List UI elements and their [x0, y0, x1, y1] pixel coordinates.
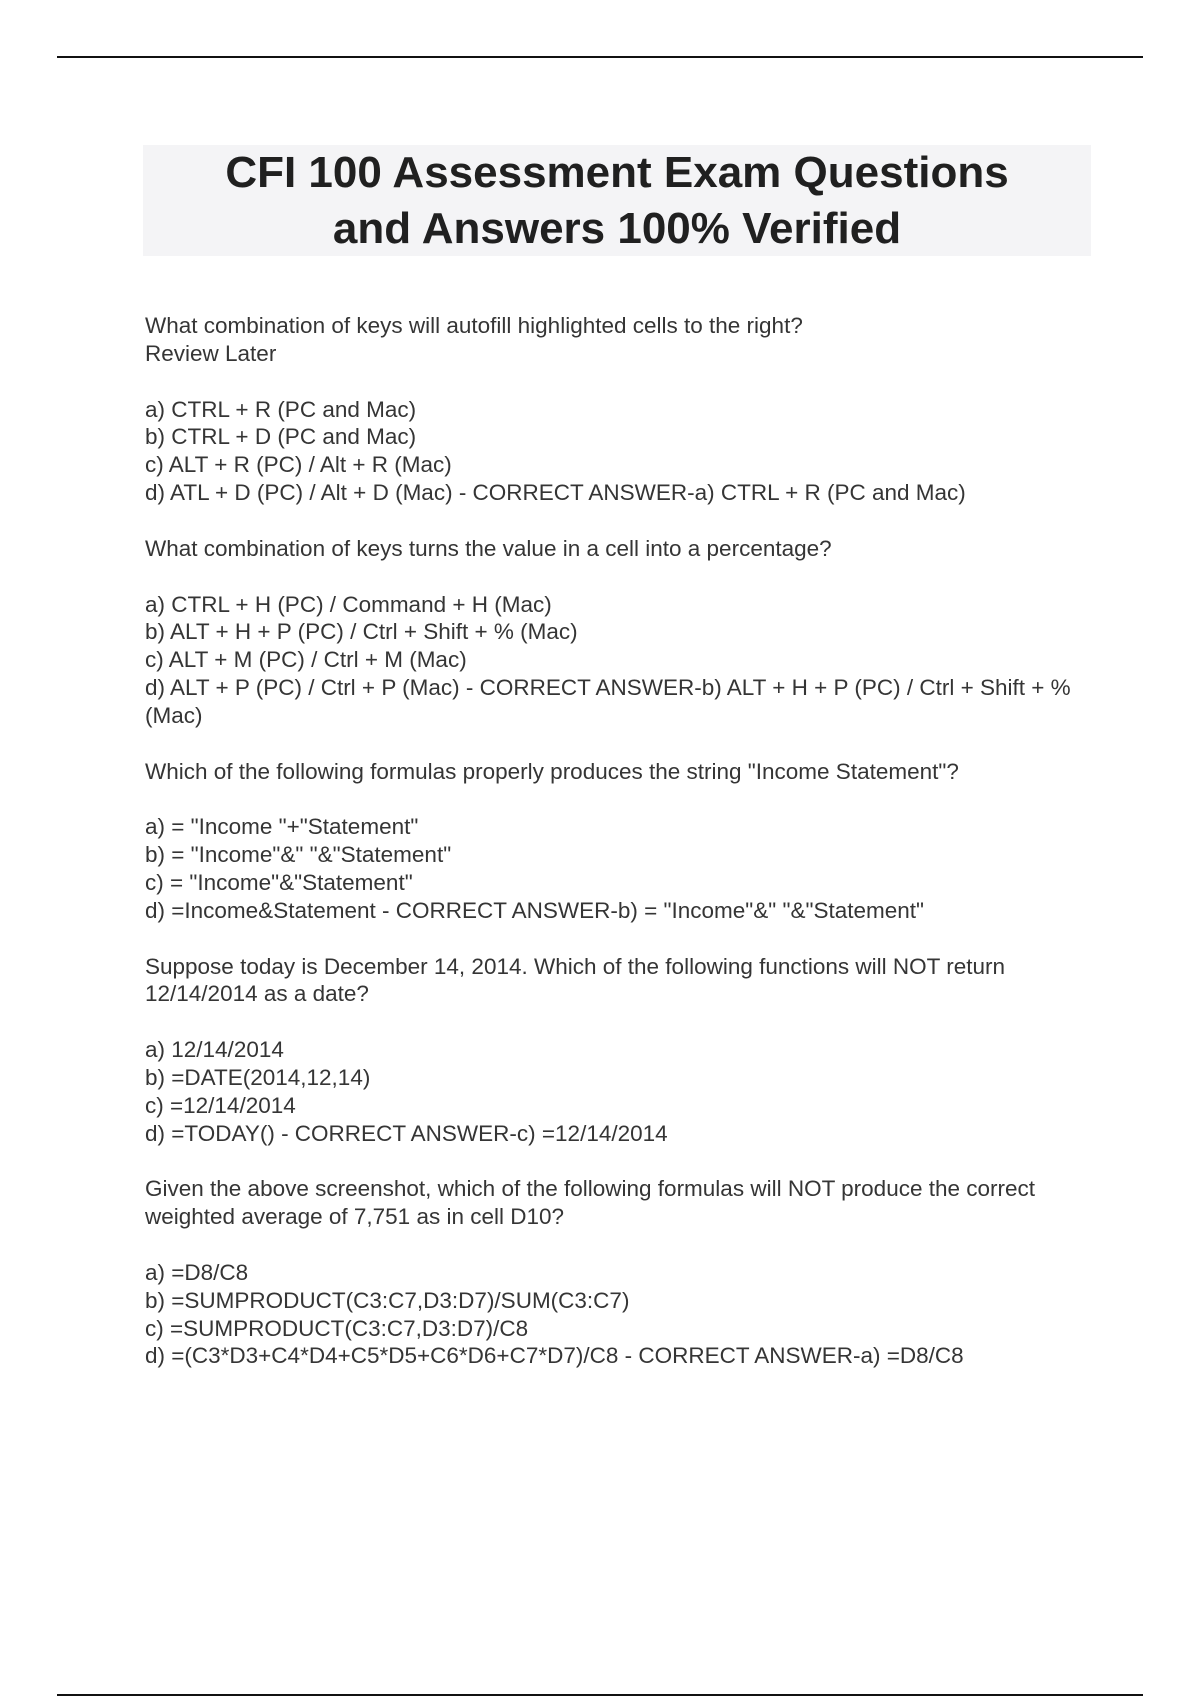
title-line-1: CFI 100 Assessment Exam Questions	[225, 147, 1009, 197]
options-list	[145, 1036, 1095, 1147]
option-d-with-answer: d) ALT + P (PC) / Ctrl + P (Mac) - CORRECT ANSWER-b) ALT + H + P (PC) / Ctrl + Shift + % (Mac)	[145, 674, 1077, 728]
option-b: b) ALT + H + P (PC) / Ctrl + Shift + % (Mac)	[145, 619, 578, 645]
question-block-1	[145, 312, 1095, 507]
option-c: c) ALT + R (PC) / Alt + R (Mac)	[145, 452, 452, 478]
options-list	[145, 1259, 1095, 1370]
questions-body	[145, 312, 1095, 1398]
review-later-note: Review Later	[145, 340, 277, 366]
option-c: c) = "Income"&"Statement"	[145, 869, 413, 895]
question-text: Suppose today is December 14, 2014. Which of the following functions will NOT return 12/14/2014 as a date?	[145, 953, 1012, 1007]
option-b: b) = "Income"&" "&"Statement"	[145, 842, 452, 868]
option-a: a) 12/14/2014	[145, 1037, 284, 1063]
option-b: b) =DATE(2014,12,14)	[145, 1064, 371, 1090]
option-b: b) CTRL + D (PC and Mac)	[145, 424, 417, 450]
option-d-with-answer: d) =(C3*D3+C4*D4+C5*D5+C6*D6+C7*D7)/C8 - CORRECT ANSWER-a) =D8/C8	[145, 1343, 964, 1369]
document-title	[225, 145, 1008, 257]
question-block-2	[145, 535, 1095, 730]
question-text: What combination of keys turns the value in a cell into a percentage?	[145, 535, 832, 561]
option-a: a) CTRL + H (PC) / Command + H (Mac)	[145, 591, 552, 617]
question-block-5	[145, 1175, 1095, 1370]
question-text: What combination of keys will autofill highlighted cells to the right?	[145, 313, 803, 338]
options-list	[145, 591, 1095, 730]
option-b: b) =SUMPRODUCT(C3:C7,D3:D7)/SUM(C3:C7)	[145, 1287, 630, 1313]
option-d-with-answer: d) =Income&Statement - CORRECT ANSWER-b) = "Income"&" "&"Statement"	[145, 897, 925, 923]
option-a: a) =D8/C8	[145, 1259, 249, 1285]
option-c: c) =SUMPRODUCT(C3:C7,D3:D7)/C8	[145, 1315, 529, 1341]
title-banner	[143, 145, 1091, 256]
option-d-with-answer: d) =TODAY() - CORRECT ANSWER-c) =12/14/2014	[145, 1120, 668, 1146]
options-list	[145, 396, 1095, 507]
option-a: a) = "Income "+"Statement"	[145, 814, 419, 840]
options-list	[145, 813, 1095, 924]
question-text: Given the above screenshot, which of the following formulas will NOT produce the correct weighted average of 7,751 as in cell D10?	[145, 1176, 1042, 1230]
option-d-with-answer: d) ATL + D (PC) / Alt + D (Mac) - CORRECT ANSWER-a) CTRL + R (PC and Mac)	[145, 479, 966, 505]
option-a: a) CTRL + R (PC and Mac)	[145, 396, 417, 422]
question-block-4	[145, 953, 1095, 1148]
option-c: c) ALT + M (PC) / Ctrl + M (Mac)	[145, 647, 467, 673]
question-text: Which of the following formulas properly produces the string "Income Statement"?	[145, 758, 959, 784]
question-block-3	[145, 758, 1095, 925]
title-line-2: and Answers 100% Verified	[332, 203, 902, 253]
bottom-rule	[57, 1694, 1143, 1696]
top-rule	[57, 56, 1143, 58]
option-c: c) =12/14/2014	[145, 1092, 296, 1118]
